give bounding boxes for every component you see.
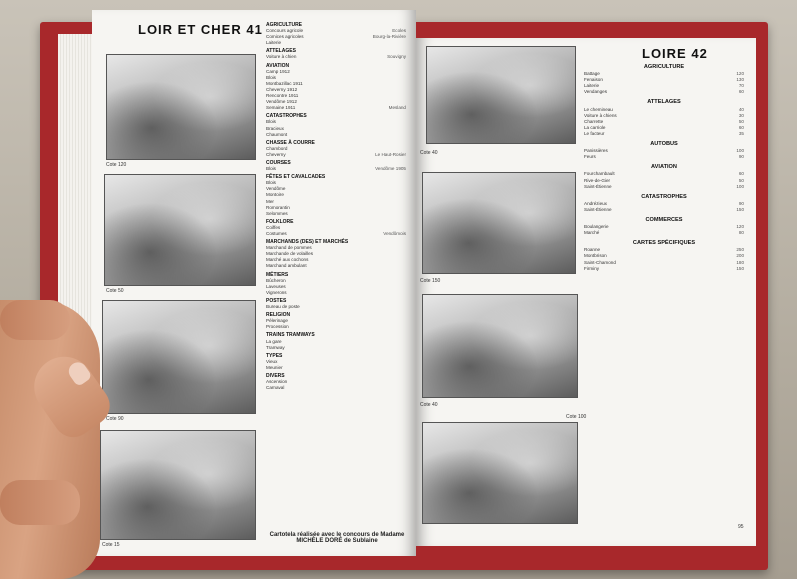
- caption-2: Cote 50: [106, 288, 124, 294]
- item-label: Fenaison: [584, 77, 603, 83]
- item-label: Tramway: [266, 344, 285, 350]
- item-value: Mesland: [388, 105, 406, 111]
- item-label: Marché aux cochons: [266, 257, 309, 263]
- list-item: [266, 40, 406, 46]
- list-item: [584, 89, 744, 95]
- list-item: [266, 365, 406, 371]
- item-label: Saint-Étienne: [584, 183, 612, 189]
- item-label: Blois: [266, 180, 276, 186]
- item-label: Camp 1912: [266, 68, 290, 74]
- photo-market: [102, 300, 256, 414]
- item-value: Vendôme 1905: [375, 166, 406, 172]
- list-item: [584, 154, 744, 160]
- left-page: [92, 10, 416, 556]
- item-label: Procession: [266, 324, 289, 330]
- caption-1: Cote 120: [106, 162, 127, 168]
- section-heading: FÊTES ET CAVALCADES: [266, 174, 326, 181]
- item-label: Voiture à chiens: [584, 112, 617, 118]
- right-page: [416, 38, 756, 546]
- photo-workshop: [100, 430, 256, 540]
- section-heading: AGRICULTURE: [643, 64, 685, 70]
- section-heading: COMMERCES: [645, 216, 683, 223]
- photo-street: [426, 46, 576, 144]
- list-item: [584, 131, 744, 137]
- photo-aviation: [104, 174, 256, 286]
- list-item: [266, 263, 406, 269]
- section-heading: ATTELAGES: [266, 48, 296, 55]
- section-heading: TYPES: [266, 352, 283, 359]
- item-label: Selommes: [266, 210, 288, 216]
- list-item: [584, 230, 744, 236]
- section-heading: AGRICULTURE: [266, 22, 303, 28]
- item-value: 30: [738, 112, 744, 118]
- item-value: 100: [736, 148, 744, 154]
- item-value: 120: [736, 224, 744, 230]
- left-credit: Cartotela réalisée avec le concours de Madame MICHÈLE DORÉ de Sublaine: [269, 532, 405, 544]
- list-item: [266, 324, 406, 330]
- item-value: 40: [738, 106, 744, 112]
- photo-tram: [422, 172, 576, 274]
- list-item: [266, 290, 406, 296]
- item-value: 150: [736, 265, 744, 271]
- caption-r1: Cote 40: [420, 150, 438, 156]
- item-label: Saint-Étienne: [584, 206, 612, 212]
- section-heading: ATTELAGES: [647, 99, 681, 106]
- list-item: [584, 266, 744, 272]
- list-item: [584, 184, 744, 190]
- caption-3: Cote 90: [106, 416, 124, 422]
- item-label: Cheverny: [266, 151, 286, 157]
- caption-r4: Cote 100: [566, 414, 587, 420]
- item-value: 60: [738, 124, 744, 130]
- section-heading: TRAINS TRAMWAYS: [266, 332, 315, 339]
- item-label: Voiture à chien: [266, 54, 297, 60]
- item-label: Laiterie: [266, 40, 282, 46]
- section-heading: CATASTROPHES: [266, 113, 307, 120]
- item-value: Souvigny: [387, 54, 406, 60]
- item-label: La carriole: [584, 124, 606, 130]
- item-label: Carnaval: [266, 385, 285, 391]
- section-heading: COURSES: [266, 159, 291, 166]
- item-value: 120: [736, 71, 744, 77]
- section-heading: CHASSE À COURRE: [266, 139, 315, 146]
- item-label: Vendôme: [266, 186, 286, 192]
- item-value: 50: [738, 118, 744, 124]
- item-label: Battage: [584, 71, 600, 77]
- item-label: Firminy: [584, 265, 600, 271]
- item-label: Ascension: [266, 379, 288, 385]
- left-page-title: LOIR ET CHER 41: [138, 22, 263, 37]
- item-label: Blois: [266, 74, 276, 80]
- item-value: 35: [738, 130, 744, 136]
- item-label: Marchande de volailles: [266, 251, 313, 257]
- item-value: 70: [738, 83, 744, 89]
- right-price-list: [584, 60, 744, 272]
- finger: [0, 300, 70, 340]
- list-item: [266, 152, 406, 158]
- section-heading: CARTES SPÉCIFIQUES: [632, 240, 696, 247]
- section-heading: MARCHANDS (DES) ET MARCHÉS: [266, 239, 349, 246]
- right-page-title: LOIRE 42: [642, 46, 708, 61]
- item-label: La gare: [266, 338, 282, 344]
- photo-train: [106, 54, 256, 160]
- item-value: 250: [736, 247, 744, 253]
- list-item: [266, 132, 406, 138]
- item-value: 60: [738, 171, 744, 177]
- list-item: [266, 166, 406, 172]
- item-label: Coiffes: [266, 224, 281, 230]
- item-label: Bûcheron: [266, 277, 286, 283]
- item-label: Cheverny 1912: [266, 86, 298, 92]
- item-label: Rive-de-Gier: [584, 177, 611, 183]
- list-item: [266, 54, 406, 60]
- item-value: 80: [738, 230, 744, 236]
- caption-r2: Cote 150: [420, 278, 441, 284]
- item-label: Marché: [584, 230, 600, 236]
- photo-crowd: [422, 294, 578, 398]
- item-label: Montbazillac 1911: [266, 80, 303, 86]
- item-label: Roanne: [584, 247, 601, 253]
- item-value: 60: [738, 89, 744, 95]
- hand: [0, 300, 100, 579]
- section-heading: FOLKLORE: [266, 218, 294, 225]
- list-item: [266, 385, 406, 391]
- item-label: Montoire: [266, 192, 284, 198]
- item-value: Le Haut-Rosier: [375, 151, 406, 157]
- item-label: Andrézieux: [584, 200, 607, 206]
- item-label: Blois: [266, 166, 276, 172]
- list-item: [266, 304, 406, 310]
- section-heading: AUTOBUS: [650, 141, 678, 148]
- list-item: [266, 211, 406, 217]
- finger: [0, 480, 80, 525]
- item-value: 180: [736, 259, 744, 265]
- item-value: 90: [738, 154, 744, 160]
- section-heading: RELIGION: [266, 312, 291, 319]
- item-label: Semaine 1911: [266, 105, 296, 111]
- item-label: Chambord: [266, 145, 288, 151]
- item-value: Ecoles: [392, 28, 406, 34]
- section-heading: AVIATION: [651, 164, 677, 171]
- section-heading: AVIATION: [266, 62, 290, 69]
- photo-balloon: [422, 422, 578, 524]
- item-value: Vendômois: [383, 231, 406, 236]
- caption-4: Cote 15: [102, 542, 120, 548]
- list-item: [266, 105, 406, 111]
- item-label: Laveuses: [266, 283, 286, 289]
- section-heading: CATASTROPHES: [641, 193, 687, 200]
- list-item: [266, 345, 406, 351]
- item-label: Saint-Chamond: [584, 259, 616, 265]
- item-label: Marchand ambulant: [266, 263, 307, 269]
- list-item: [266, 231, 406, 237]
- caption-r3: Cote 40: [420, 402, 438, 408]
- item-label: Pèlerinage: [266, 318, 288, 324]
- item-label: Chaumont: [266, 131, 288, 137]
- section-heading: DIVERS: [266, 372, 285, 379]
- item-value: 50: [738, 177, 744, 183]
- item-label: Rencontre 1911: [266, 93, 299, 99]
- section-heading: POSTES: [266, 297, 287, 304]
- left-price-list: [266, 20, 406, 391]
- item-label: Vignerons: [266, 289, 287, 295]
- item-label: Boulangerie: [584, 224, 609, 230]
- item-label: Romorantin: [266, 204, 290, 210]
- item-label: Panissières: [584, 148, 608, 154]
- item-label: Mer: [266, 198, 274, 204]
- item-label: Laiterie: [584, 83, 600, 89]
- item-label: Charrette: [584, 118, 604, 124]
- item-label: Vendanges: [584, 89, 607, 95]
- item-label: Vieux: [266, 358, 278, 364]
- item-label: Fourchambault: [584, 171, 615, 177]
- item-label: Le chemineau: [584, 106, 613, 112]
- item-label: Vendôme 1912: [266, 99, 297, 105]
- item-label: Costumes: [266, 231, 287, 236]
- item-label: Le facteur: [584, 130, 605, 136]
- item-label: Feurs: [584, 154, 596, 160]
- item-label: Bracieux: [266, 125, 284, 131]
- item-value: 130: [736, 77, 744, 83]
- item-label: Comices agricoles: [266, 34, 304, 40]
- item-value: 200: [736, 253, 744, 259]
- item-value: Bourg-la-Rivière: [372, 34, 406, 40]
- item-label: Meunier: [266, 364, 283, 370]
- item-value: 100: [736, 183, 744, 189]
- right-page-number: 95: [738, 524, 744, 530]
- item-label: Montbrison: [584, 253, 607, 259]
- item-label: Blois: [266, 119, 276, 125]
- item-label: Concours agricole: [266, 28, 304, 34]
- section-heading: MÉTIERS: [266, 271, 289, 278]
- item-value: 150: [736, 206, 744, 212]
- item-label: Bureau de poste: [266, 304, 300, 310]
- item-value: 90: [738, 200, 744, 206]
- item-label: Marchand de pommes: [266, 245, 312, 251]
- list-item: [584, 207, 744, 213]
